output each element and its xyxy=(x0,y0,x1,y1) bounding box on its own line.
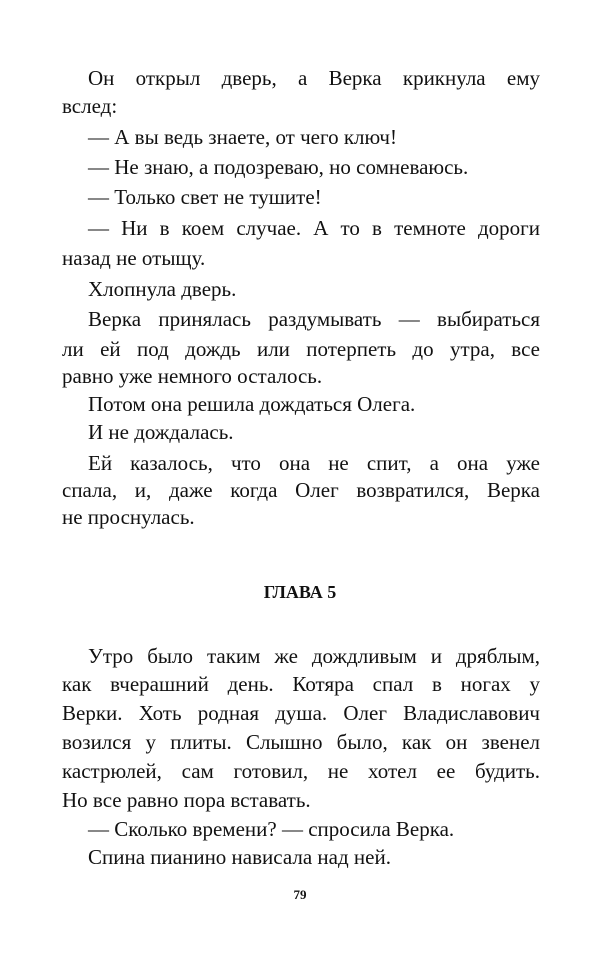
text-line: Он открыл дверь, а Верка крикнула ему xyxy=(88,66,540,90)
page-number: 79 xyxy=(293,887,307,902)
text-line: — Не знаю, а подозреваю, но сомневаюсь. xyxy=(88,155,469,179)
text-line: как вчерашний день. Котяра спал в ногах у xyxy=(62,672,540,696)
text-line: ли ей под дождь или потерпеть до утра, все xyxy=(62,337,540,361)
text-line: назад не отыщу. xyxy=(62,246,206,270)
text-line: — Ни в коем случае. А то в темноте дороги xyxy=(88,216,540,240)
text-line: Но все равно пора вставать. xyxy=(62,788,311,812)
text-line: Спина пианино нависала над ней. xyxy=(88,845,391,869)
text-line: равно уже немного осталось. xyxy=(62,364,323,388)
text-line: вслед: xyxy=(62,94,118,118)
chapter-heading: ГЛАВА 5 xyxy=(263,582,337,602)
text-line: возился у плиты. Слышно было, как он звенел xyxy=(62,730,540,754)
text-line: Верки. Хоть родная душа. Олег Владиславович xyxy=(62,701,540,725)
text-line: Верка принялась раздумывать — выбираться xyxy=(88,307,540,331)
text-line: Потом она решила дождаться Олега. xyxy=(88,392,416,416)
text-line: — Сколько времени? — спросила Верка. xyxy=(88,817,455,841)
text-line: Ей казалось, что она не спит, а она уже xyxy=(88,451,540,475)
text-line: — Только свет не тушите! xyxy=(88,185,322,209)
text-line: кастрюлей, сам готовил, не хотел ее будить. xyxy=(62,759,540,783)
text-line: не проснулась. xyxy=(62,505,195,529)
text-line: Хлопнула дверь. xyxy=(88,277,237,301)
text-line: спала, и, даже когда Олег возвратился, Верка xyxy=(62,478,540,502)
text-line: Утро было таким же дождливым и дряблым, xyxy=(88,644,540,668)
text-line: — А вы ведь знаете, от чего ключ! xyxy=(88,125,397,149)
text-line: И не дождалась. xyxy=(88,420,234,444)
